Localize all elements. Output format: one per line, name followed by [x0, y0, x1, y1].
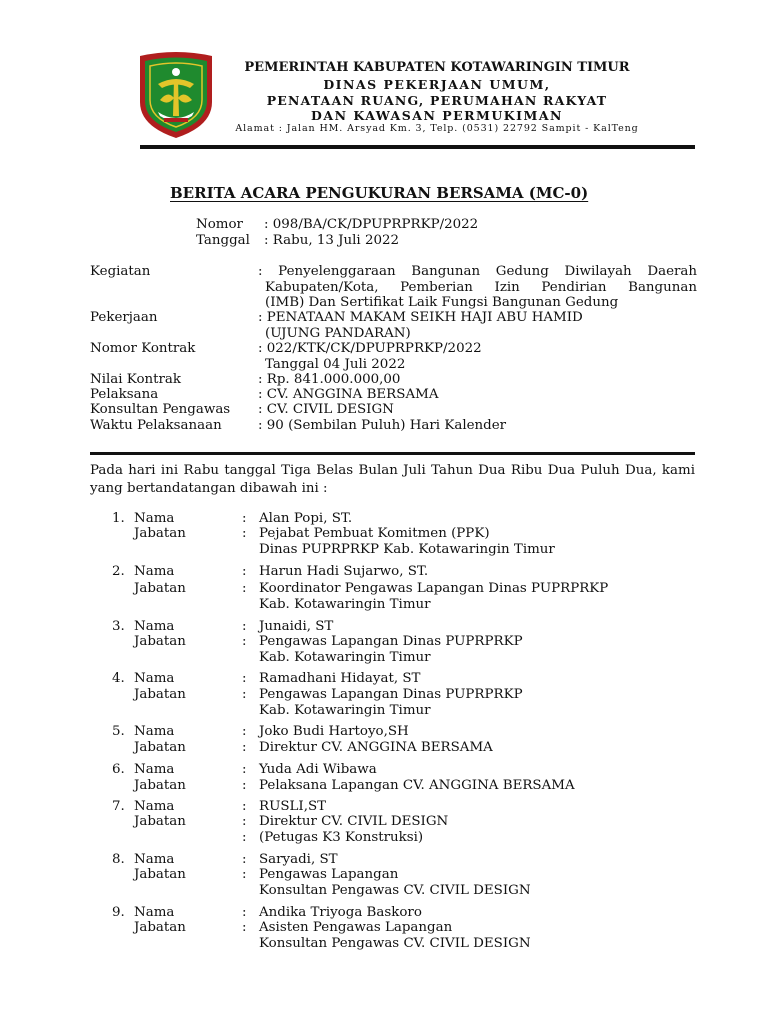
signatory-nama-label: Nama: [134, 724, 175, 739]
signatory-position-line-2: Kab. Kotawaringin Timur: [259, 650, 431, 665]
signatory-position-line-1: Direktur CV. CIVIL DESIGN: [259, 814, 449, 829]
letterhead-agency-line-1: DINAS PEKERJAAN UMUM,: [323, 77, 551, 92]
signatory-colon: :: [242, 830, 247, 845]
detail-value-kegiatan-line-3: (IMB) Dan Sertifikat Laik Fungsi Bangunan Gedung: [265, 295, 619, 310]
detail-value-nomor-kontrak-line-1: : 022/KTK/CK/DPUPRPRKP/2022: [258, 341, 482, 356]
detail-value-kegiatan-line-2: Kabupaten/Kota, Pemberian Izin Pendirian Bangunan: [265, 280, 697, 295]
signatory-number: 4.: [112, 671, 125, 686]
detail-label-konsultan-pengawas: Konsultan Pengawas: [90, 402, 231, 417]
detail-value-kegiatan-line-1: : Penyelenggaraan Bangunan Gedung Diwilayah Daerah: [258, 264, 697, 279]
signatory-colon: :: [242, 740, 247, 755]
signatory-number: 6.: [112, 762, 125, 777]
signatory-colon: :: [242, 619, 247, 634]
signatory-jabatan-label: Jabatan: [134, 740, 186, 755]
signatory-nama-label: Nama: [134, 671, 175, 686]
signatory-name: Junaidi, ST: [259, 619, 334, 634]
detail-label-pekerjaan: Pekerjaan: [90, 310, 158, 325]
signatory-position-line-2: Konsultan Pengawas CV. CIVIL DESIGN: [259, 936, 531, 951]
signatory-position-line-1: Direktur CV. ANGGINA BERSAMA: [259, 740, 493, 755]
detail-label-nilai-kontrak: Nilai Kontrak: [90, 372, 182, 387]
signatory-jabatan-label: Jabatan: [134, 778, 186, 793]
detail-value-waktu-pelaksanaan: : 90 (Sembilan Puluh) Hari Kalender: [258, 418, 507, 433]
signatory-nama-label: Nama: [134, 852, 175, 867]
signatory-number: 1.: [112, 511, 125, 526]
signatory-colon: :: [242, 778, 247, 793]
signatory-colon: :: [242, 905, 247, 920]
signatory-nama-label: Nama: [134, 619, 175, 634]
signatory-colon: :: [242, 634, 247, 649]
letterhead-divider: [140, 145, 695, 149]
signatory-position-line-1: Asisten Pengawas Lapangan: [259, 920, 453, 935]
signatory-position-line-2: (Petugas K3 Konstruksi): [259, 830, 424, 845]
section-divider: [90, 452, 695, 455]
signatory-position-line-1: Pejabat Pembuat Komitmen (PPK): [259, 526, 490, 541]
signatory-jabatan-label: Jabatan: [134, 526, 186, 541]
detail-label-waktu-pelaksanaan: Waktu Pelaksanaan: [90, 418, 222, 433]
signatory-name: Yuda Adi Wibawa: [259, 762, 377, 777]
intro-paragraph: Pada hari ini Rabu tanggal Tiga Belas Bulan Juli Tahun Dua Ribu Dua Puluh Dua, kami yang bertandatangan dibawah ini :: [90, 463, 695, 496]
detail-value-nilai-kontrak: : Rp. 841.000.000,00: [258, 372, 401, 387]
signatory-jabatan-label: Jabatan: [134, 581, 186, 596]
signatory-jabatan-label: Jabatan: [134, 687, 186, 702]
detail-value-konsultan-pengawas: : CV. CIVIL DESIGN: [258, 402, 394, 417]
signatory-position-line-2: Kab. Kotawaringin Timur: [259, 703, 431, 718]
detail-value-pekerjaan-line-2: (UJUNG PANDARAN): [265, 326, 411, 341]
signatory-colon: :: [242, 867, 247, 882]
signatory-name: RUSLI,ST: [259, 799, 327, 814]
signatory-nama-label: Nama: [134, 564, 175, 579]
signatory-number: 9.: [112, 905, 125, 920]
signatory-position-line-2: Dinas PUPRPRKP Kab. Kotawaringin Timur: [259, 542, 555, 557]
signatory-name: Joko Budi Hartoyo,SH: [259, 724, 409, 739]
signatory-name: Ramadhani Hidayat, ST: [259, 671, 421, 686]
signatory-colon: :: [242, 687, 247, 702]
signatory-colon: :: [242, 671, 247, 686]
signatory-position-line-1: Pengawas Lapangan: [259, 867, 399, 882]
signatory-name: Alan Popi, ST.: [259, 511, 353, 526]
signatory-nama-label: Nama: [134, 762, 175, 777]
signatory-position-line-2: Konsultan Pengawas CV. CIVIL DESIGN: [259, 883, 531, 898]
signatory-nama-label: Nama: [134, 905, 175, 920]
detail-value-pelaksana: : CV. ANGGINA BERSAMA: [258, 387, 439, 402]
signatory-name: Harun Hadi Sujarwo, ST.: [259, 564, 429, 579]
detail-value-pekerjaan-line-1: : PENATAAN MAKAM SEIKH HAJI ABU HAMID: [258, 310, 583, 325]
detail-value-nomor-kontrak-line-2: Tanggal 04 Juli 2022: [265, 357, 406, 372]
signatory-position-line-1: Koordinator Pengawas Lapangan Dinas PUPRPRKP: [259, 581, 609, 596]
signatory-name: Saryadi, ST: [259, 852, 338, 867]
letterhead-address: Alamat : Jalan HM. Arsyad Km. 3, Telp. (0531) 22792 Sampit - KalTeng: [235, 123, 639, 134]
signatory-colon: :: [242, 526, 247, 541]
letterhead-agency-line-2: PENATAAN RUANG, PERUMAHAN RAKYAT: [266, 93, 608, 108]
signatory-position-line-2: Kab. Kotawaringin Timur: [259, 597, 431, 612]
signatory-position-line-1: Pengawas Lapangan Dinas PUPRPRKP: [259, 687, 523, 702]
tanggal-label: Tanggal: [196, 233, 250, 248]
signatory-nama-label: Nama: [134, 511, 175, 526]
signatory-colon: :: [242, 920, 247, 935]
signatory-number: 5.: [112, 724, 125, 739]
signatory-colon: :: [242, 762, 247, 777]
signatory-name: Andika Triyoga Baskoro: [259, 905, 422, 920]
signatory-colon: :: [242, 799, 247, 814]
document-title: BERITA ACARA PENGUKURAN BERSAMA (MC-0): [170, 184, 589, 202]
signatory-jabatan-label: Jabatan: [134, 867, 186, 882]
signatory-colon: :: [242, 581, 247, 596]
signatory-colon: :: [242, 852, 247, 867]
signatory-colon: :: [242, 814, 247, 829]
detail-label-kegiatan: Kegiatan: [90, 264, 151, 279]
signatory-colon: :: [242, 724, 247, 739]
letterhead-agency-line-3: DAN KAWASAN PERMUKIMAN: [311, 108, 563, 123]
signatory-position-line-1: Pengawas Lapangan Dinas PUPRPRKP: [259, 634, 523, 649]
nomor-label: Nomor: [196, 217, 243, 232]
signatory-colon: :: [242, 511, 247, 526]
detail-label-nomor-kontrak: Nomor Kontrak: [90, 341, 196, 356]
signatory-number: 3.: [112, 619, 125, 634]
signatory-jabatan-label: Jabatan: [134, 814, 186, 829]
nomor-value: : 098/BA/CK/DPUPRPRKP/2022: [264, 217, 479, 232]
signatory-nama-label: Nama: [134, 799, 175, 814]
signatory-jabatan-label: Jabatan: [134, 634, 186, 649]
signatory-number: 7.: [112, 799, 125, 814]
letterhead-government-name: PEMERINTAH KABUPATEN KOTAWARINGIN TIMUR: [244, 60, 630, 75]
detail-label-pelaksana: Pelaksana: [90, 387, 159, 402]
signatory-position-line-1: Pelaksana Lapangan CV. ANGGINA BERSAMA: [259, 778, 575, 793]
signatory-number: 8.: [112, 852, 125, 867]
tanggal-value: : Rabu, 13 Juli 2022: [264, 233, 400, 248]
signatory-number: 2.: [112, 564, 125, 579]
signatory-jabatan-label: Jabatan: [134, 920, 186, 935]
signatory-colon: :: [242, 564, 247, 579]
regency-coat-of-arms-logo: [134, 50, 218, 140]
